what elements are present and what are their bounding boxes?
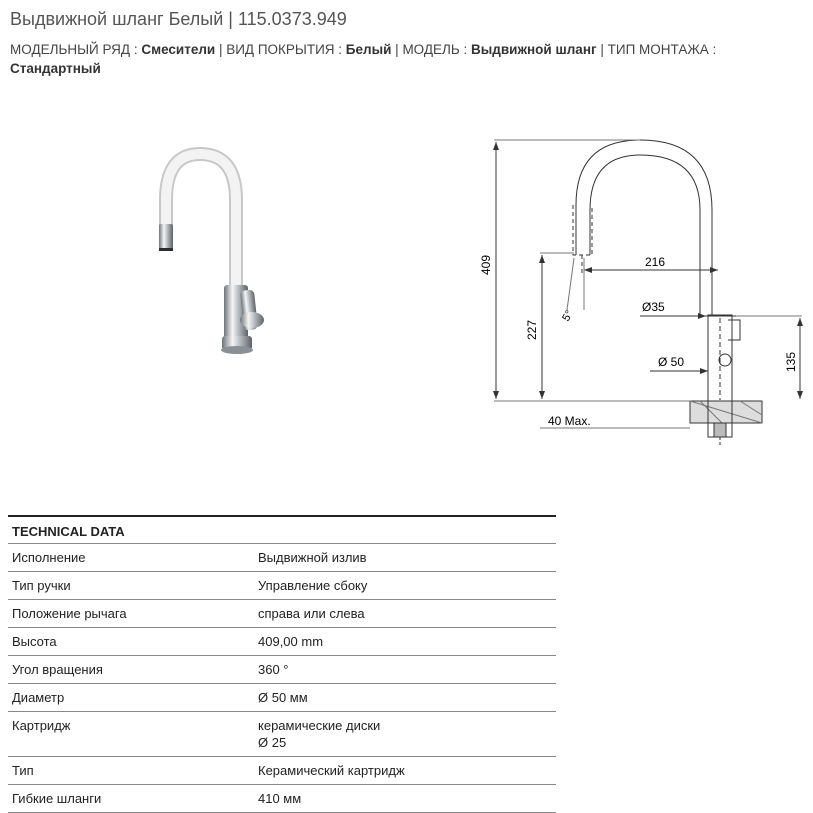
table-row [8, 785, 556, 813]
dim-body-height: 135 [784, 351, 798, 372]
attr-label: МОДЕЛЬ : [402, 42, 472, 57]
attr-label: ТИП МОНТАЖА : [607, 42, 717, 57]
row-key: Гибкие шланги [12, 791, 102, 806]
row-value: Управление сбоку [258, 578, 368, 593]
attr-value: Стандартный [10, 61, 101, 76]
row-value: Керамический картридж [258, 763, 405, 778]
row-key: Положение рычага [12, 606, 127, 621]
dim-height: 409 [479, 254, 493, 275]
row-key: Высота [12, 634, 57, 649]
row-key: Исполнение [12, 550, 86, 565]
dim-angle: 5° [560, 308, 576, 324]
attr-separator: | [596, 42, 608, 57]
table-row [8, 757, 556, 785]
technical-data-table [8, 515, 556, 813]
attr-value: Смесители [141, 42, 216, 57]
table-row [8, 656, 556, 684]
attr-value: Выдвижной шланг [471, 42, 597, 57]
dimension-drawing [470, 120, 798, 450]
row-value: Выдвижной излив [258, 550, 367, 565]
dim-spout-height: 227 [525, 319, 539, 340]
technical-data-heading: TECHNICAL DATA [8, 517, 556, 544]
attr-separator: | [215, 42, 227, 57]
row-key: Диаметр [12, 690, 65, 705]
dim-mount: 40 Max. [548, 414, 591, 428]
dim-reach: 216 [645, 255, 666, 269]
dim-body-diameter: Ø 50 [658, 355, 685, 369]
faucet-photo [140, 140, 280, 370]
dim-pipe-diameter: Ø35 [642, 300, 665, 314]
table-row [8, 684, 556, 712]
page-title: Выдвижной шланг Белый | 115.0373.949 [10, 9, 347, 29]
row-key: Угол вращения [12, 662, 103, 677]
attr-value: Белый [345, 42, 392, 57]
attr-label: ВИД ПОКРЫТИЯ : [226, 42, 346, 57]
row-value: Ø 50 мм [258, 690, 308, 705]
attr-label: МОДЕЛЬНЫЙ РЯД : [10, 42, 142, 57]
row-key: Тип ручки [12, 578, 71, 593]
table-row [8, 600, 556, 628]
table-row [8, 712, 556, 757]
row-value: справа или слева [258, 606, 365, 621]
row-value: керамические диски Ø 25 [258, 718, 381, 750]
row-value: 360 ° [258, 662, 289, 677]
row-key: Картридж [12, 718, 71, 733]
table-row [8, 572, 556, 600]
row-value: 409,00 mm [258, 634, 324, 649]
table-row [8, 544, 556, 572]
attribute-line [10, 40, 790, 78]
table-row [8, 628, 556, 656]
row-key: Тип [12, 763, 34, 778]
row-value: 410 мм [258, 791, 302, 806]
attr-separator: | [391, 42, 403, 57]
